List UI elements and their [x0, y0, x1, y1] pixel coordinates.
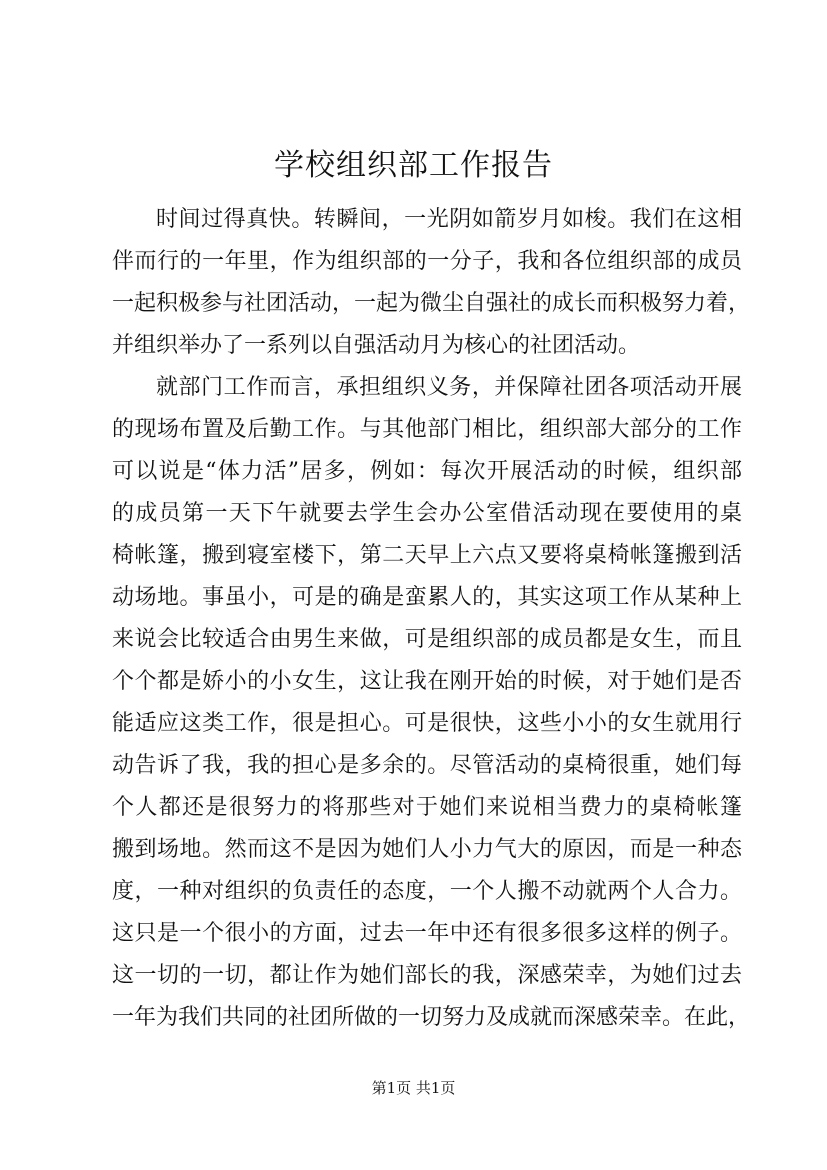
paragraph-line: 度，一种对组织的负责任的态度，一个人搬不动就两个人合力。: [112, 879, 742, 904]
paragraph-line: 就部门工作而言，承担组织义务，并保障社团各项活动开展: [156, 375, 742, 400]
paragraph-line: 能适应这类工作，很是担心。可是很快，这些小小的女生就用行: [112, 711, 742, 736]
paragraph-line: 的成员第一天下午就要去学生会办公室借活动现在要使用的桌: [112, 501, 742, 526]
paragraph-line: 可以说是“体力活”居多，例如：每次开展活动的时候，组织部: [112, 459, 742, 484]
paragraph-line: 并组织举办了一系列以自强活动月为核心的社团活动。: [112, 333, 641, 358]
paragraph-line: 来说会比较适合由男生来做，可是组织部的成员都是女生，而且: [112, 627, 742, 652]
paragraph-line: 时间过得真快。转瞬间，一光阴如箭岁月如梭。我们在这相: [156, 207, 742, 232]
paragraph-line: 动场地。事虽小，可是的确是蛮累人的，其实这项工作从某种上: [112, 585, 742, 610]
paragraph-line: 一年为我们共同的社团所做的一切努力及成就而深感荣幸。在此，: [112, 1005, 751, 1030]
paragraph-line: 的现场布置及后勤工作。与其他部门相比，组织部大部分的工作: [112, 417, 742, 442]
paragraph-line: 这一切的一切，都让作为她们部长的我，深感荣幸，为她们过去: [112, 963, 742, 988]
paragraph-line: 动告诉了我，我的担心是多余的。尽管活动的桌椅很重，她们每: [112, 753, 742, 778]
paragraph-line: 椅帐篷，搬到寝室楼下，第二天早上六点又要将桌椅帐篷搬到活: [112, 543, 742, 568]
paragraph-line: 个个都是娇小的小女生，这让我在刚开始的时候，对于她们是否: [112, 669, 742, 694]
paragraph-line: 搬到场地。然而这不是因为她们人小力气大的原因，而是一种态: [112, 837, 742, 862]
page-number-footer: 第1页 共1页: [371, 1079, 456, 1097]
paragraph-line: 这只是一个很小的方面，过去一年中还有很多很多这样的例子。: [112, 921, 742, 946]
paragraph-line: 个人都还是很努力的将那些对于她们来说相当费力的桌椅帐篷: [112, 795, 742, 820]
document-title: 学校组织部工作报告: [274, 148, 553, 183]
paragraph-line: 一起积极参与社团活动，一起为微尘自强社的成长而积极努力着，: [112, 291, 751, 316]
paragraph-line: 伴而行的一年里，作为组织部的一分子，我和各位组织部的成员: [112, 249, 742, 274]
